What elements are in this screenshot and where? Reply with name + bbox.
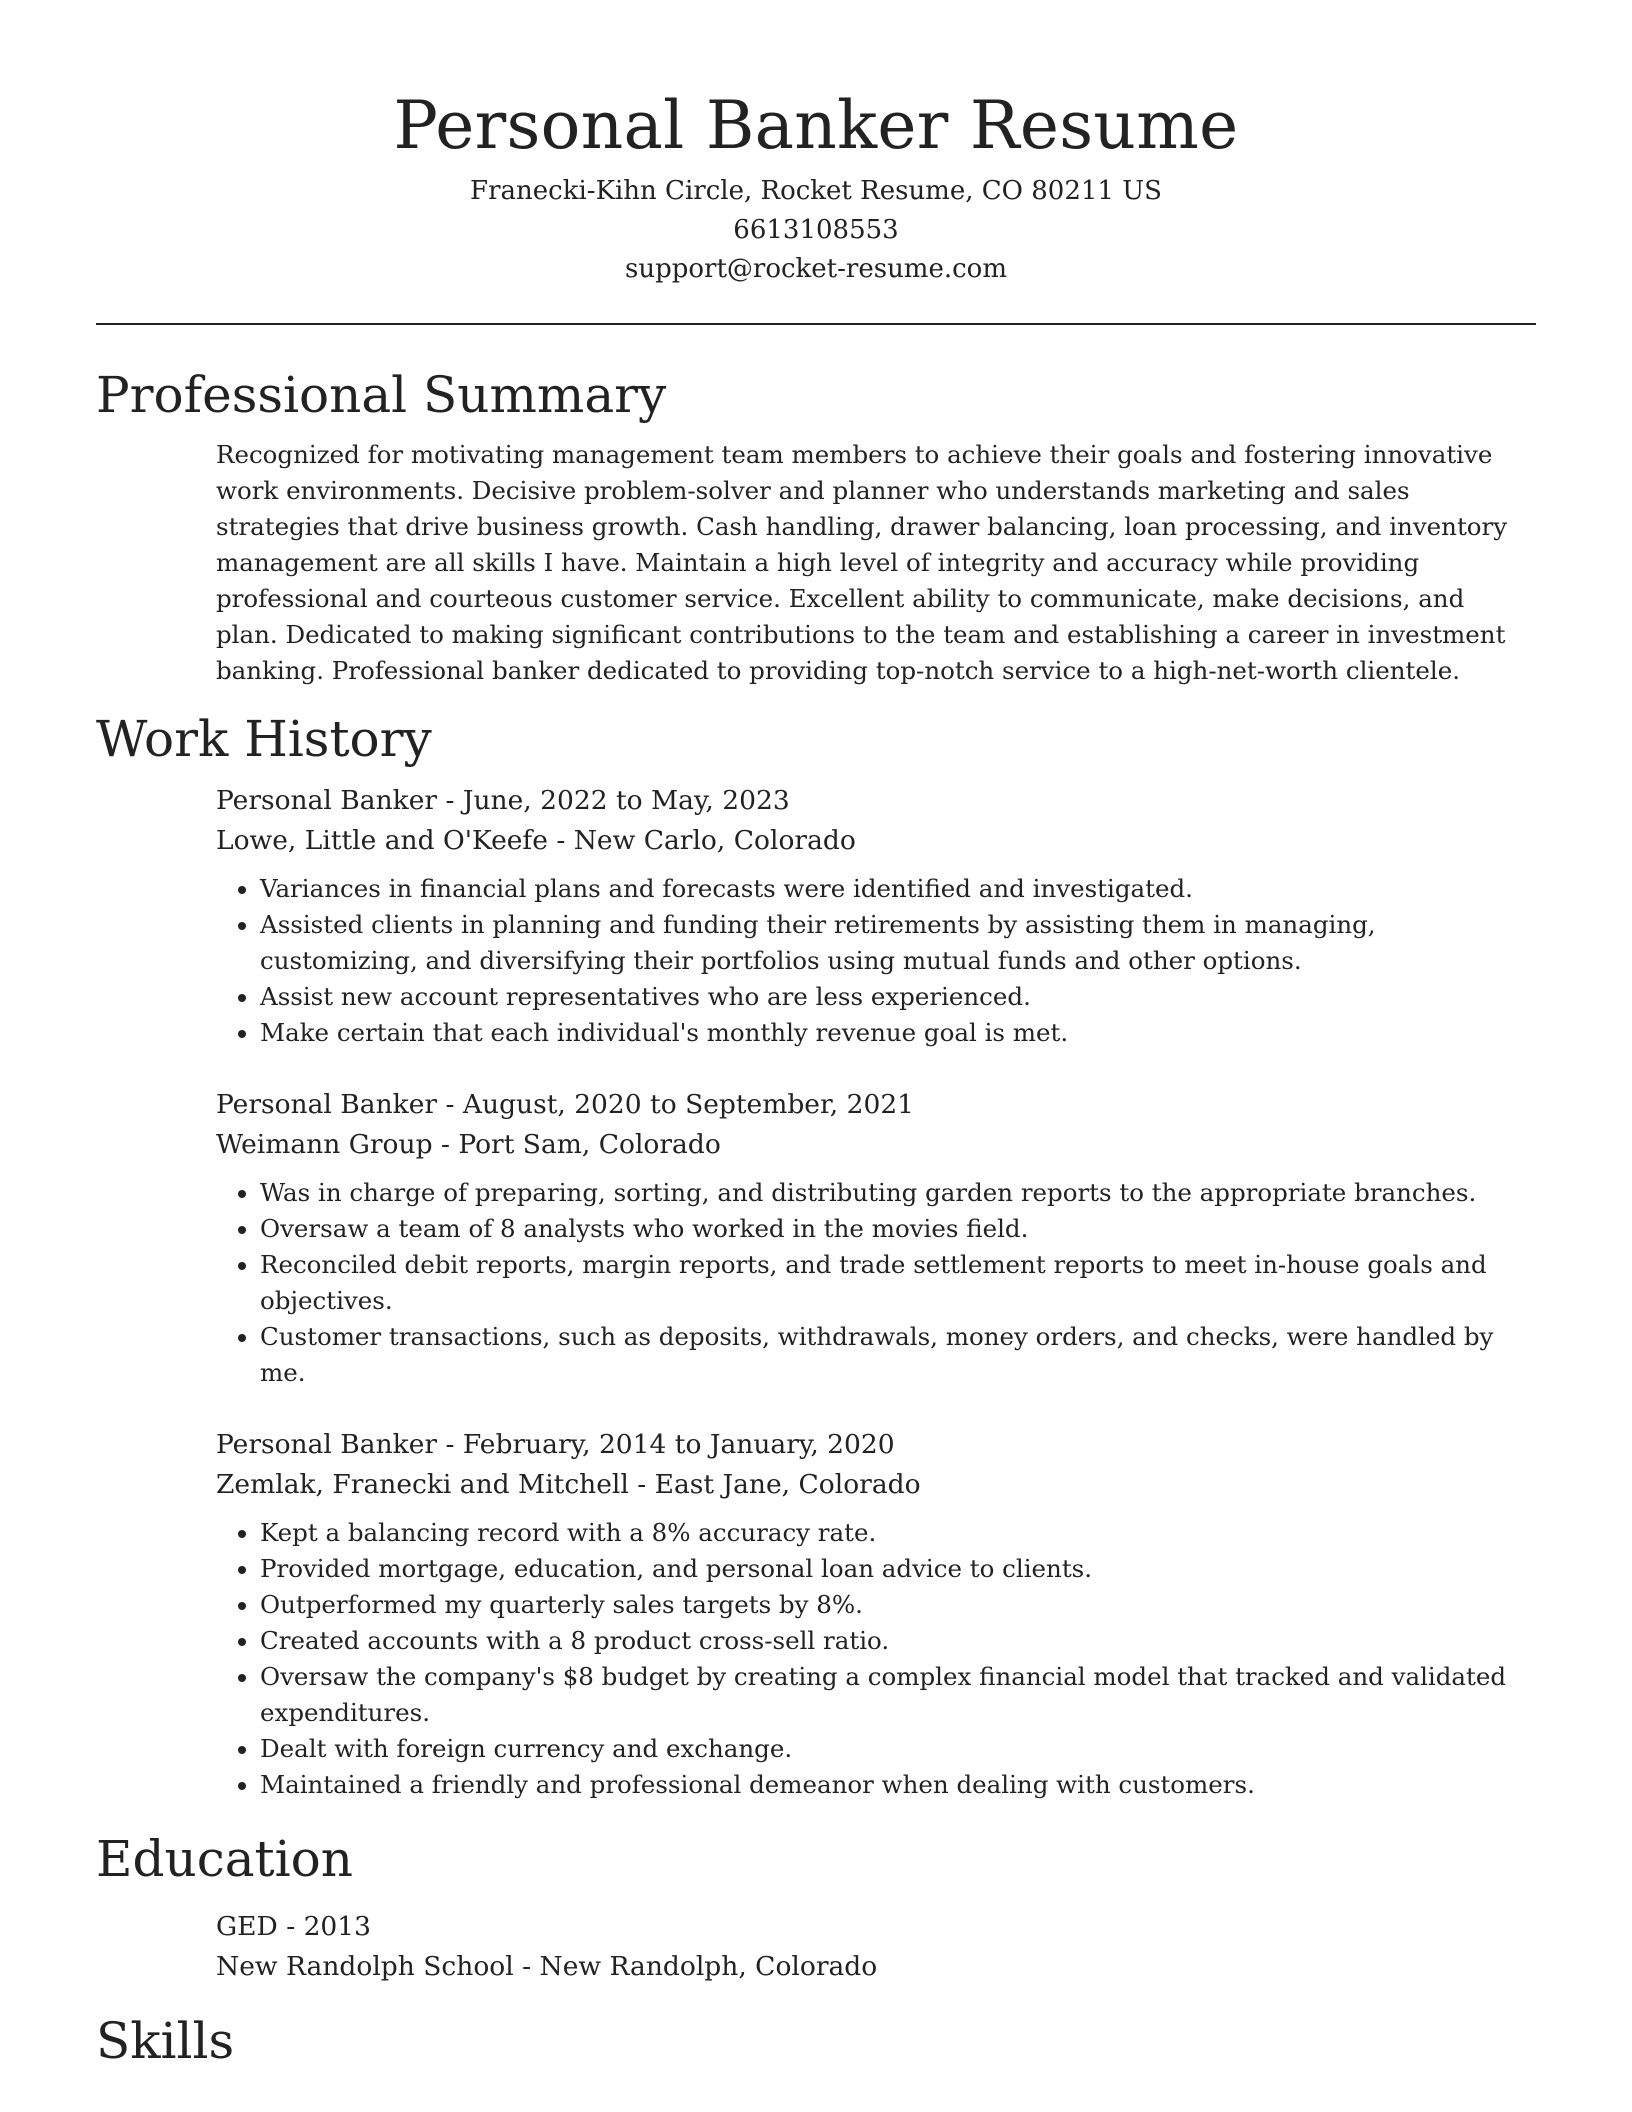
- job-bullet: • Oversaw a team of 8 analysts who worked in the movies field.: [260, 1211, 1536, 1247]
- job-bullet: • Assist new account representatives who are less experienced.: [260, 979, 1536, 1015]
- education-degree: GED: [216, 1911, 278, 1942]
- skills-section: [96, 2009, 1536, 2073]
- education-entry: [216, 1907, 1536, 1987]
- job-bullets: [216, 1175, 1536, 1391]
- job-company-line: [216, 1125, 1536, 1165]
- contact-block: [96, 172, 1536, 289]
- job-role: Personal Banker: [216, 785, 438, 816]
- education-year: - 2013: [277, 1911, 372, 1942]
- job-bullet: • Assisted clients in planning and funding their retirements by assisting them in managing, customizing, and diversifying their portfolios using mutual funds and other options.: [260, 907, 1536, 979]
- job-bullet: • Reconciled debit reports, margin reports, and trade settlement reports to meet in-house goals and objectives.: [260, 1247, 1536, 1319]
- job-bullet: • Was in charge of preparing, sorting, and distributing garden reports to the appropriate branches.: [260, 1175, 1536, 1211]
- education-degree-line: [216, 1907, 1536, 1947]
- summary-heading: Professional Summary: [96, 366, 667, 424]
- job-bullet: • Make certain that each individual's monthly revenue goal is met.: [260, 1015, 1536, 1051]
- address: Franecki-Kihn Circle, Rocket Resume, CO 80211 US: [470, 176, 1162, 206]
- job-dates: - August, 2020 to September, 2021: [437, 1089, 915, 1120]
- job-title-line: [216, 1085, 1536, 1125]
- summary-section: [96, 363, 1536, 689]
- job-bullet: • Oversaw the company's $8 budget by creating a complex financial model that tracked and validated expenditures.: [260, 1659, 1536, 1731]
- job-company: Weimann Group: [216, 1129, 433, 1160]
- job-bullet: • Maintained a friendly and professional demeanor when dealing with customers.: [260, 1767, 1536, 1803]
- resume-title: Personal Banker Resume: [393, 87, 1239, 164]
- phone: 6613108553: [733, 215, 899, 245]
- education-section: [96, 1827, 1536, 1987]
- job-entry: [216, 1425, 1536, 1803]
- job-role: Personal Banker: [216, 1429, 438, 1460]
- job-bullet: • Provided mortgage, education, and personal loan advice to clients.: [260, 1551, 1536, 1587]
- job-company: Zemlak, Franecki and Mitchell: [216, 1469, 629, 1500]
- summary-text: Recognized for motivating management team members to achieve their goals and fostering innovative work environments. Decisive problem-solver and planner who understands marketing and sales strategies that drive business growth. Cash handling, drawer balancing, loan processing, and inventory management are all skills I have. Maintain a high level of integrity and accuracy while providing professional and courteous customer service. Excellent ability to communicate, make decisions, and plan. Dedicated to making significant contributions to the team and establishing a career in investment banking. Professional banker dedicated to providing top-notch service to a high-net-worth clientele.: [216, 440, 1508, 685]
- job-company-line: [216, 1465, 1536, 1505]
- job-bullet: • Created accounts with a 8 product cross-sell ratio.: [260, 1623, 1536, 1659]
- job-entry: [216, 1085, 1536, 1391]
- email: support@rocket-resume.com: [624, 254, 1007, 284]
- education-school-line: [216, 1947, 1536, 1987]
- job-bullet: • Dealt with foreign currency and exchange.: [260, 1731, 1536, 1767]
- job-dates: - February, 2014 to January, 2020: [437, 1429, 895, 1460]
- job-title-line: [216, 781, 1536, 821]
- job-location: - Port Sam, Colorado: [432, 1129, 721, 1160]
- job-bullet: • Variances in financial plans and forecasts were identified and investigated.: [260, 871, 1536, 907]
- education-location: - New Randolph, Colorado: [513, 1951, 878, 1982]
- job-bullets: [216, 1515, 1536, 1803]
- work-history-section: [96, 707, 1536, 1803]
- job-bullet: • Customer transactions, such as deposits, withdrawals, money orders, and checks, were handled by me.: [260, 1319, 1536, 1391]
- skills-heading: Skills: [96, 2012, 235, 2070]
- job-bullet: • Kept a balancing record with a 8% accuracy rate.: [260, 1515, 1536, 1551]
- job-bullet: • Outperformed my quarterly sales targets by 8%.: [260, 1587, 1536, 1623]
- job-location: - New Carlo, Colorado: [547, 825, 856, 856]
- job-entry: [216, 781, 1536, 1051]
- job-company-line: [216, 821, 1536, 861]
- job-role: Personal Banker: [216, 1089, 438, 1120]
- work-history-heading: Work History: [96, 710, 432, 768]
- job-location: - East Jane, Colorado: [628, 1469, 921, 1500]
- education-school: New Randolph School: [216, 1951, 514, 1982]
- resume-header: [96, 0, 1536, 289]
- header-divider: [96, 323, 1536, 325]
- resume-page: [96, 0, 1536, 2073]
- job-company: Lowe, Little and O'Keefe: [216, 825, 548, 856]
- job-title-line: [216, 1425, 1536, 1465]
- job-bullets: [216, 871, 1536, 1051]
- job-dates: - June, 2022 to May, 2023: [437, 785, 790, 816]
- education-heading: Education: [96, 1830, 353, 1888]
